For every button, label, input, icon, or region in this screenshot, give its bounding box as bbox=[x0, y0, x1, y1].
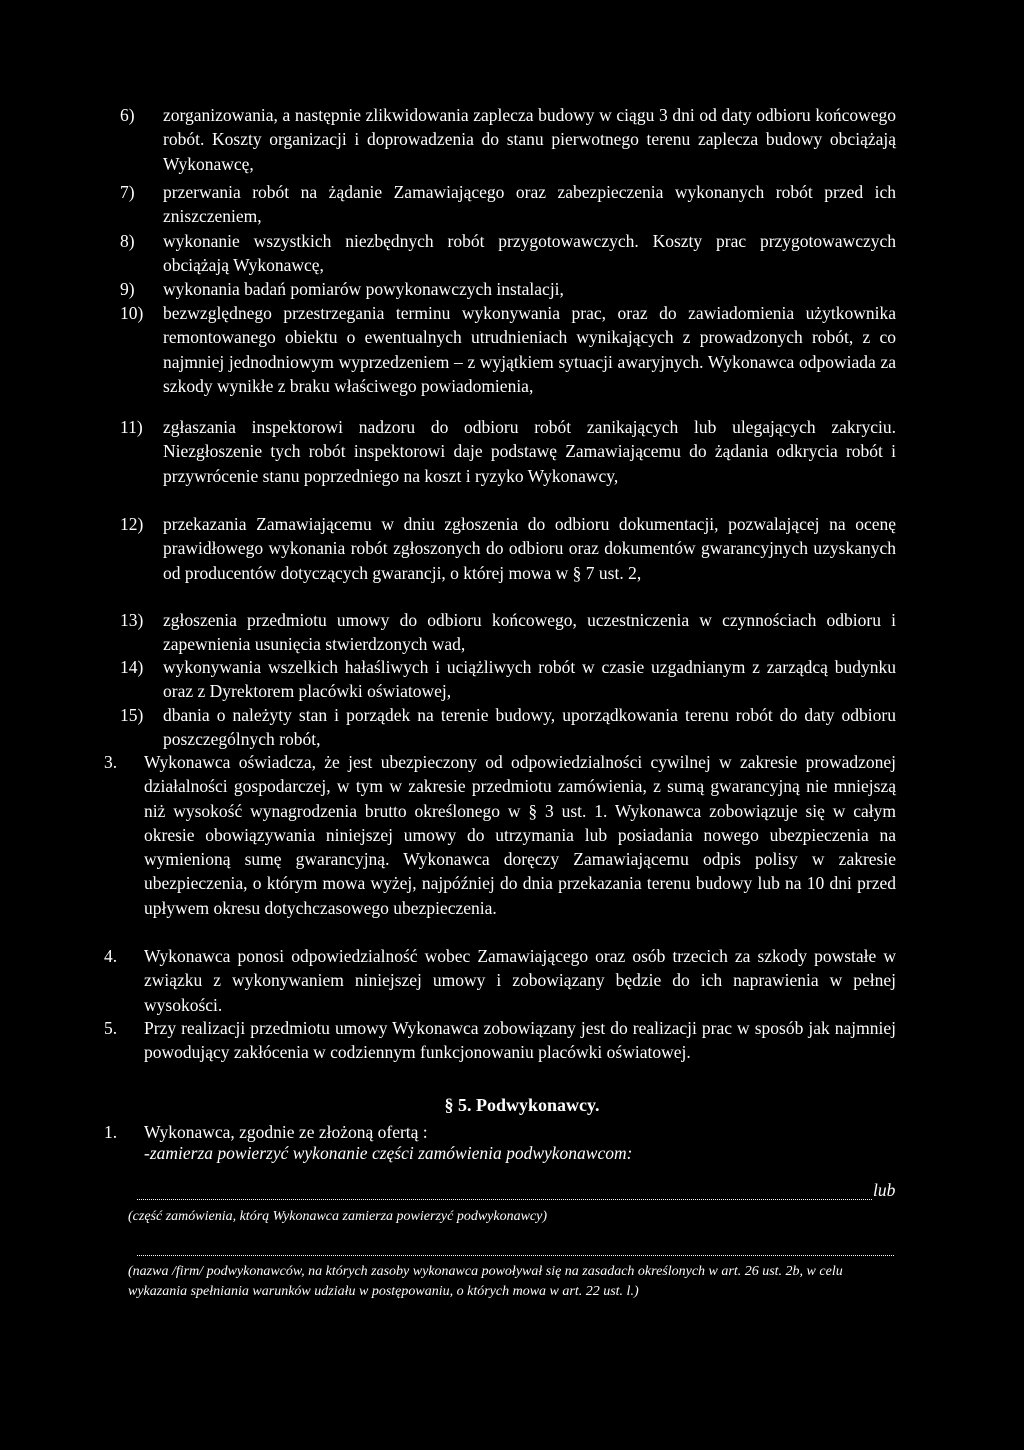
lub-label: lub bbox=[873, 1180, 896, 1200]
paragraph-text: Wykonawca ponosi odpowiedzialność wobec Zamawiającego oraz osób trzecich za szkody powstałe w związku z wykonywaniem niniejszej umowy i zobowiązany będzie do ich naprawienia w pełnej wysokości. bbox=[144, 946, 896, 1015]
item-number: 13) bbox=[120, 610, 144, 630]
paragraph-number: 4. bbox=[104, 946, 118, 966]
item-text: wykonywania wszelkich hałaśliwych i uciążliwych robót w czasie uzgadnianym z zarządcą budynku oraz z Dyrektorem placówki oświatowej, bbox=[163, 657, 896, 702]
list-item bbox=[120, 512, 896, 585]
item-number: 7) bbox=[120, 182, 135, 202]
list-item bbox=[120, 277, 896, 301]
section-heading: § 5. Podwykonawcy. bbox=[444, 1095, 600, 1115]
paragraph-text: Przy realizacji przedmiotu umowy Wykonawca zobowiązany jest do realizacji prac w sposób jak najmniej powodujący zakłócenia w codziennym funkcjonowaniu placówki oświatowej. bbox=[144, 1018, 896, 1063]
item-number: 12) bbox=[120, 514, 144, 534]
item-text: dbania o należyty stan i porządek na terenie budowy, uporządkowania terenu robót do daty odbioru poszczególnych robót, bbox=[163, 705, 896, 750]
paragraph-text: Wykonawca, zgodnie ze złożoną ofertą : bbox=[144, 1122, 428, 1142]
paragraph-number: 3. bbox=[104, 752, 118, 772]
list-item bbox=[120, 301, 896, 398]
list-item bbox=[120, 415, 896, 488]
list-item bbox=[120, 655, 896, 704]
item-text: bezwzględnego przestrzegania terminu wykonywania prac, oraz do zawiadomienia użytkownika remontowanego obiektu o ewentualnych utrudnieniach wynikających z prowadzonych robót, z co najmniej jednodniowym wyprzedzeniem – z wyjątkiem sytuacji awaryjnych. Wykonawca odpowiada za szkody wynikłe z braku właściwego powiadomienia, bbox=[163, 303, 896, 396]
paragraph-text: Wykonawca oświadcza, że jest ubezpieczony od odpowiedzialności cywilnej w zakresie prowadzonej działalności gospodarczej, w tym w zakresie przedmiotu zamówienia, z sumą gwarancyjną nie mniejszą niż wysokość wynagrodzenia brutto określonego w § 3 ust. 1. Wykonawca zobowiązuje się w całym okresie obowiązywania niniejszej umowy do utrzymania lub posiadania nowego ubezpieczenia na wymienioną sumę gwarancyjną. Wykonawca doręczy Zamawiającemu odpis polisy w zakresie ubezpieczenia, o którym mowa wyżej, najpóźniej do dnia przekazania terenu budowy lub na 10 dni przed upływem okresu dotychczasowego ubezpieczenia. bbox=[144, 752, 896, 918]
item-text: przerwania robót na żądanie Zamawiającego oraz zabezpieczenia wykonanych robót przed ich zniszczeniem, bbox=[163, 182, 896, 227]
item-text: zgłaszania inspektorowi nadzoru do odbioru robót zanikających lub ulegających zakryciu. Niezgłoszenie tych robót inspektorowi daje podstawę Zamawiającemu do żądania odkrycia robót i przywrócenie stanu poprzedniego na koszt i ryzyko Wykonawcy, bbox=[163, 417, 896, 486]
dotted-fill-line bbox=[137, 1198, 872, 1200]
list-item bbox=[120, 103, 896, 176]
list-item bbox=[120, 608, 896, 657]
item-text: przekazania Zamawiającemu w dniu zgłoszenia do odbioru dokumentacji, pozwalającej na ocenę prawidłowego wykonania robót zgłoszonych do odbioru oraz dokumentów gwarancyjnych uzyskanych od producentów dotyczących gwarancji, o której mowa w § 7 ust. 2, bbox=[163, 514, 896, 583]
paragraph-number: 5. bbox=[104, 1018, 118, 1038]
intent-line: -zamierza powierzyć wykonanie części zamówienia podwykonawcom: bbox=[144, 1143, 633, 1163]
dotted-fill-line bbox=[137, 1254, 894, 1256]
list-item bbox=[120, 180, 896, 229]
footnote-subcontractor: (nazwa /firm/ podwykonawców, na których zasoby wykonawca powoływał się na zasadach określonych w art. 26 ust. 2b, w celu wykazania spełniania warunków udziału w postępowaniu, o których mowa w art. 22 ust. l.) bbox=[128, 1264, 843, 1299]
item-text: zorganizowania, a następnie zlikwidowania zaplecza budowy w ciągu 3 dni od daty odbioru końcowego robót. Koszty organizacji i doprowadzenia do stanu pierwotnego terenu zaplecza budowy obciążają Wykonawcę, bbox=[163, 105, 896, 174]
paragraph bbox=[104, 1016, 896, 1065]
item-number: 9) bbox=[120, 279, 135, 299]
footnote-part: (część zamówienia, którą Wykonawca zamierza powierzyć podwykonawcy) bbox=[128, 1209, 548, 1224]
paragraph-number: 1. bbox=[104, 1122, 118, 1142]
paragraph bbox=[104, 750, 896, 920]
list-item bbox=[120, 703, 896, 752]
item-number: 6) bbox=[120, 105, 135, 125]
item-text: wykonanie wszystkich niezbędnych robót przygotowawczych. Koszty prac przygotowawczych obciążają Wykonawcę, bbox=[163, 231, 896, 276]
paragraph bbox=[104, 1120, 896, 1144]
item-text: zgłoszenia przedmiotu umowy do odbioru końcowego, uczestniczenia w czynnościach odbioru i zapewnienia usunięcia stwierdzonych wad, bbox=[163, 610, 896, 655]
item-number: 8) bbox=[120, 231, 135, 251]
paragraph bbox=[104, 944, 896, 1017]
item-number: 11) bbox=[120, 417, 143, 437]
item-number: 14) bbox=[120, 657, 144, 677]
list-item bbox=[120, 229, 896, 278]
item-text: wykonania badań pomiarów powykonawczych instalacji, bbox=[163, 279, 564, 299]
item-number: 10) bbox=[120, 303, 144, 323]
item-number: 15) bbox=[120, 705, 144, 725]
